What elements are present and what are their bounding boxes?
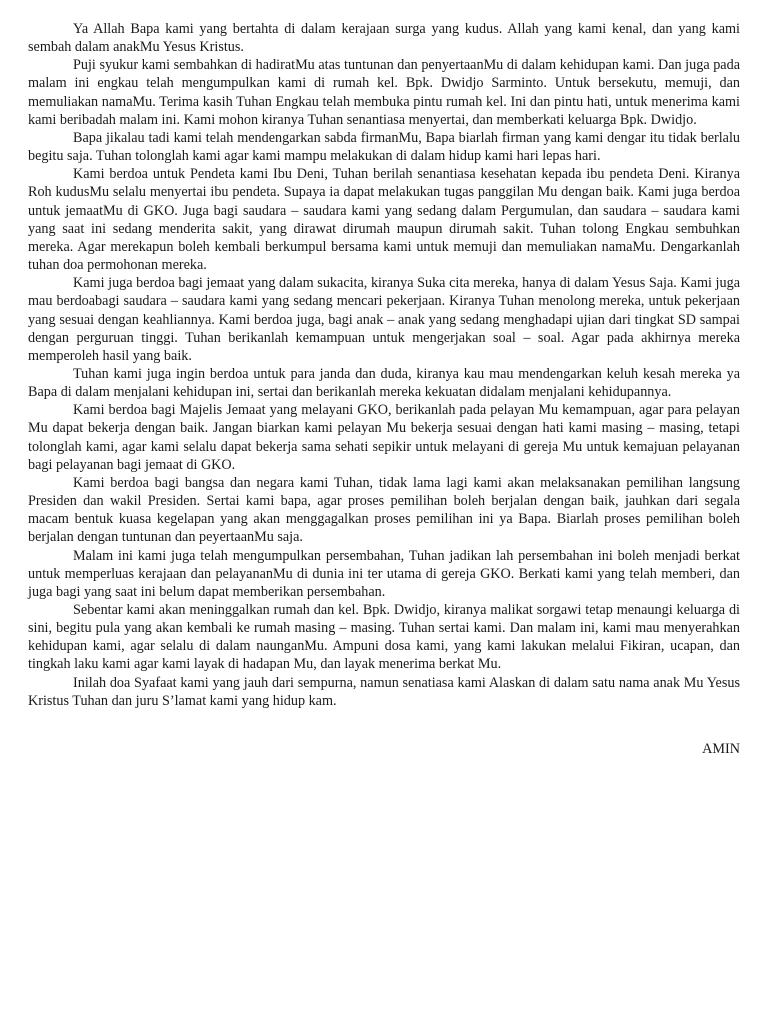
paragraph-opening: Ya Allah Bapa kami yang bertahta di dalam kerajaan surga yang kudus. Allah yang kami kenal, dan yang kami sembah dalam anakMu Yesus Kristus. bbox=[28, 21, 740, 56]
paragraph-pastor: Kami berdoa untuk Pendeta kami Ibu Deni, Tuhan berilah senantiasa kesehatan kepada ibu pendeta Deni. Kiranya Roh kudusMu selalu menyertai ibu pendeta. Supaya ia dapat melakukan tugas panggilan Mu dengan baik. Kami juga berdoa untuk jemaatMu di GKO. Juga bagi saudara – saudara kami yang sedang dalam Pergumulan, dan saudara – saudara kami yang saat ini sedang menderita sakit, yang dirawat dirumah maupun dirumah sakit. Tuhan tolong Engkau sembuhkan mereka. Agar merekapun boleh kembali berkumpul bersama kami untuk memuji dan memuliakan namaMu. Dengarkanlah tuhan doa permohonan mereka. bbox=[28, 166, 740, 274]
paragraph-congregation: Kami juga berdoa bagi jemaat yang dalam sukacita, kiranya Suka cita mereka, hanya di dalam Yesus Saja. Kami juga mau berdoabagi saudara – saudara kami yang sedang mencari pekerjaan. Kiranya Tuhan menolong mereka, untuk pekerjaan yang sesuai dengan keahliannya. Kami berdoa juga, bagi anak – anak yang sedang menghadapi ujian dari tingkat SD sampai dengan perguruan tinggi. Tuhan berikanlah kemampuan untuk mengerjakan soal – soal. Agar pada akhirnya mereka memperoleh hasil yang baik. bbox=[28, 275, 740, 364]
paragraph-closing: Inilah doa Syafaat kami yang jauh dari sempurna, namun senatiasa kami Alaskan di dalam satu nama anak Mu Yesus Kristus Tuhan dan juru S’lamat kami yang hidup kam. bbox=[28, 674, 740, 709]
paragraph-departure: Sebentar kami akan meninggalkan rumah dan kel. Bpk. Dwidjo, kiranya malikat sorgawi tetap menaungi keluarga di sini, begitu pula yang akan kembali ke rumah masing – masing. Tuhan sertai kami. Dan malam ini, kami mau menyerahkan kehidupan kami, agar selalu di dalam naunganMu. Ampuni dosa kami, yang kami lakukan melalui Fikiran, ucapan, dan tingkah laku kami agar kami layak di hadapan Mu, dan layak menerima berkat Mu. bbox=[28, 602, 740, 673]
paragraph-word: Bapa jikalau tadi kami telah mendengarkan sabda firmanMu, Bapa biarlah firman yang kami dengar itu tidak berlalu begitu saja. Tuhan tolonglah kami agar kami mampu melakukan di dalam hidup kami hari lepas hari. bbox=[28, 129, 740, 165]
prayer-document bbox=[28, 0, 740, 1024]
paragraph-thanksgiving: Puji syukur kami sembahkan di hadiratMu atas tuntunan dan penyertaanMu di dalam kehidupan kami. Dan juga pada malam ini engkau telah mengumpulkan kami di rumah kel. Bpk. Dwidjo Sarminto. Untuk bersekutu, memuji, dan memuliakan namaMu. Terima kasih Tuhan Engkau telah membuka pintu rumah kel. Ini dan pintu hati, untuk menerima kami kami beribadah malam ini. Kami mohon kiranya Tuhan senantiasa menyertai, dan memberkati keluarga Bpk. Dwidjo. bbox=[28, 57, 740, 128]
closing-amen: AMIN bbox=[702, 740, 740, 757]
paragraph-nation: Kami berdoa bagi bangsa dan negara kami Tuhan, tidak lama lagi kami akan melaksanakan pemilihan langsung Presiden dan wakil Presiden. Sertai kami bapa, agar proses pemilihan boleh berjalan dengan baik, jauhkan dari segala macam bentuk kuasa kegelapan yang akan menggagalkan proses pemilihan ini ya Bapa. Biarlah proses pemilihan boleh berjalan dengan tuntunan dan peyertaanMu saja. bbox=[28, 474, 740, 546]
paragraph-offering: Malam ini kami juga telah mengumpulkan persembahan, Tuhan jadikan lah persembahan ini boleh menjadi berkat untuk memperluas kerajaan dan pelayananMu di dunia ini ter utama di gereja GKO. Berkati kami yang telah memberi, dan juga bagi yang saat ini belum dapat memberikan persembahan. bbox=[28, 547, 740, 600]
paragraph-widows: Tuhan kami juga ingin berdoa untuk para janda dan duda, kiranya kau mau mendengarkan keluh kesah mereka ya Bapa di dalam menjalani kehidupan ini, sertai dan berikanlah mereka kekuatan didalam menjalani kehidupannya. bbox=[28, 365, 740, 401]
paragraph-council: Kami berdoa bagi Majelis Jemaat yang melayani GKO, berikanlah pada pelayan Mu kemampuan, agar para pelayan Mu dapat bekerja dengan baik. Jangan biarkan kami pelayan Mu bekerja sesuai dengan hati kami masing – masing, tetapi tolonglah kami, agar kami selalu dapat bekerja sama sehati sepikir untuk melayani di gereja Mu untuk kemajuan pelayanan bagi pelayanan bagi jemaat di GKO. bbox=[28, 402, 740, 473]
